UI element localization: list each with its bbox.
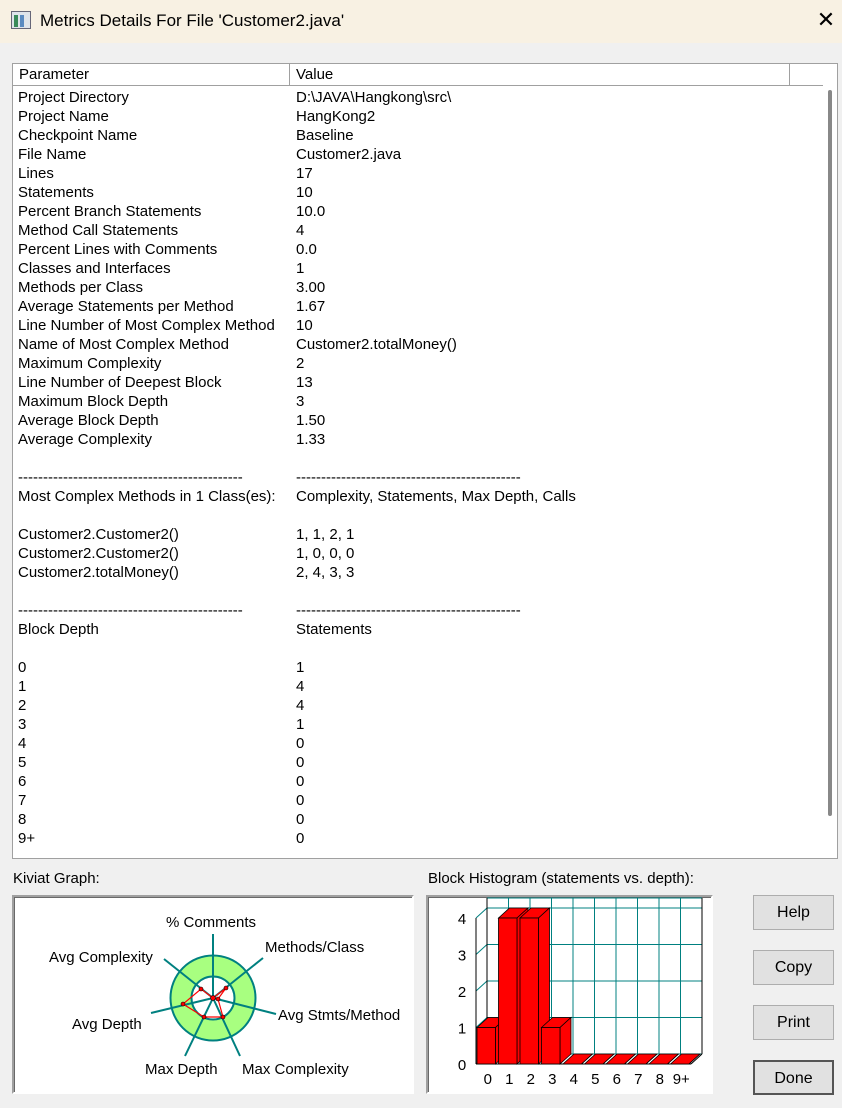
metrics-list[interactable] [12, 63, 838, 859]
copy-button[interactable]: Copy [753, 950, 834, 985]
value-cell: 0.0 [296, 241, 317, 258]
grid-line [476, 981, 487, 991]
parameter-cell: 8 [18, 811, 27, 828]
list-row[interactable] [13, 696, 813, 715]
scrollbar-thumb[interactable] [828, 90, 832, 816]
list-row[interactable] [13, 525, 813, 544]
value-cell: Customer2.totalMoney() [296, 336, 457, 353]
value-cell: 0 [296, 792, 305, 809]
axis-label-comments: % Comments [166, 914, 257, 931]
list-row[interactable] [13, 620, 813, 639]
axis-label-avg-stmts: Avg Stmts/Method [278, 1007, 401, 1024]
parameter-cell: Average Statements per Method [18, 298, 234, 315]
help-button[interactable]: Help [753, 895, 834, 930]
list-row[interactable] [13, 449, 813, 468]
parameter-cell: Method Call Statements [18, 222, 179, 239]
list-row[interactable] [13, 145, 813, 164]
value-cell: 4 [296, 697, 305, 714]
list-row[interactable] [13, 582, 813, 601]
parameter-cell: 6 [18, 773, 27, 790]
value-cell: --------------------------------------------- [296, 602, 521, 619]
bar [477, 1028, 496, 1065]
value-cell: D:\JAVA\Hangkong\src\ [296, 89, 452, 106]
parameter-cell: Checkpoint Name [18, 127, 138, 144]
parameter-cell: Classes and Interfaces [18, 260, 171, 277]
list-row[interactable] [13, 829, 813, 848]
x-tick-label: 5 [591, 1071, 600, 1088]
list-row[interactable] [13, 411, 813, 430]
parameter-cell: Project Name [18, 108, 109, 125]
list-row[interactable] [13, 506, 813, 525]
bar [499, 918, 518, 1064]
value-cell: Statements [296, 621, 372, 638]
parameter-cell: Block Depth [18, 621, 99, 638]
value-cell: 1 [296, 716, 305, 733]
column-header-parameter[interactable]: Parameter [13, 64, 290, 86]
y-tick-label: 0 [457, 1057, 467, 1074]
value-cell: 4 [296, 222, 305, 239]
axis-label-avg-complexity: Avg Complexity [49, 949, 153, 966]
value-cell: 10.0 [296, 203, 326, 220]
y-tick-label: 3 [457, 947, 467, 965]
value-cell: 1 [296, 260, 305, 277]
list-row[interactable] [13, 544, 813, 563]
list-row[interactable] [13, 316, 813, 335]
value-cell: 0 [296, 811, 305, 828]
list-row[interactable] [13, 791, 813, 810]
parameter-cell: Project Directory [18, 89, 129, 106]
value-cell: 4 [296, 678, 305, 695]
parameter-cell: Lines [18, 165, 54, 182]
x-tick-label: 9+ [672, 1071, 690, 1088]
list-row[interactable] [13, 107, 813, 126]
parameter-cell: Name of Most Complex Method [18, 336, 229, 353]
value-cell: --------------------------------------------- [296, 469, 521, 486]
parameter-cell: Most Complex Methods in 1 Class(es): [18, 488, 276, 505]
list-row[interactable] [13, 392, 813, 411]
parameter-cell: 0 [18, 659, 27, 676]
list-row[interactable] [13, 563, 813, 582]
list-row[interactable] [13, 88, 813, 107]
list-row[interactable] [13, 658, 813, 677]
value-cell: Baseline [296, 127, 354, 144]
parameter-cell: Average Block Depth [18, 412, 159, 429]
parameter-cell: 4 [18, 735, 27, 752]
value-cell: 13 [296, 374, 313, 391]
list-header [13, 64, 823, 86]
list-rows [13, 88, 813, 848]
parameter-cell: 5 [18, 754, 27, 771]
value-cell: 1, 1, 2, 1 [296, 526, 355, 543]
value-cell: 2, 4, 3, 3 [296, 564, 355, 581]
value-cell: 0 [296, 735, 305, 752]
app-icon [11, 11, 31, 29]
grid-line [476, 945, 487, 955]
value-cell: 0 [296, 773, 305, 790]
parameter-cell: Customer2.Customer2() [18, 545, 179, 562]
x-tick-label: 0 [483, 1071, 492, 1088]
list-row[interactable] [13, 734, 813, 753]
done-button[interactable]: Done [753, 1060, 834, 1095]
value-cell: 1.33 [296, 431, 326, 448]
bar [542, 1028, 561, 1065]
list-row[interactable] [13, 126, 813, 145]
y-tick-label: 4 [457, 911, 467, 928]
kiviat-graph [12, 895, 414, 1094]
column-header-value[interactable]: Value [290, 64, 790, 86]
parameter-cell: Maximum Block Depth [18, 393, 169, 410]
bar [520, 918, 539, 1064]
parameter-cell: Line Number of Most Complex Method [18, 317, 275, 334]
block-histogram [426, 895, 713, 1094]
value-cell: 17 [296, 165, 313, 182]
axis-label-avg-depth: Avg Depth [72, 1016, 142, 1033]
value-cell: 1, 0, 0, 0 [296, 545, 355, 562]
value-cell: 10 [296, 317, 313, 334]
list-row[interactable] [13, 259, 813, 278]
value-cell: 0 [296, 754, 305, 771]
list-row[interactable] [13, 354, 813, 373]
value-cell: Complexity, Statements, Max Depth, Calls [296, 488, 576, 505]
x-tick-label: 1 [505, 1071, 514, 1088]
value-cell: Customer2.java [296, 146, 402, 163]
kiviat-label: Kiviat Graph: [13, 870, 100, 887]
x-tick-label: 3 [548, 1071, 557, 1088]
x-tick-label: 7 [634, 1071, 643, 1088]
x-tick-label: 6 [612, 1071, 621, 1088]
histogram-label: Block Histogram (statements vs. depth): [428, 870, 694, 887]
title-bar [0, 0, 842, 43]
parameter-cell: --------------------------------------------- [18, 602, 243, 619]
parameter-cell: 3 [18, 716, 27, 733]
parameter-cell: Percent Branch Statements [18, 203, 202, 220]
x-tick-label: 8 [655, 1071, 664, 1088]
axis-label-methods-class: Methods/Class [265, 939, 365, 956]
value-cell: 2 [296, 355, 305, 372]
list-row[interactable] [13, 810, 813, 829]
print-button[interactable]: Print [753, 1005, 834, 1040]
list-row[interactable] [13, 487, 813, 506]
parameter-cell: Line Number of Deepest Block [18, 374, 222, 391]
list-row[interactable] [13, 202, 813, 221]
value-cell: 1.50 [296, 412, 326, 429]
parameter-cell: Maximum Complexity [18, 355, 162, 372]
value-cell: 1 [296, 659, 305, 676]
value-cell: HangKong2 [296, 108, 376, 125]
grid-line [476, 908, 487, 918]
value-cell: 3.00 [296, 279, 326, 296]
list-row[interactable] [13, 297, 813, 316]
list-row[interactable] [13, 373, 813, 392]
parameter-cell: 9+ [18, 830, 36, 847]
parameter-cell: Customer2.Customer2() [18, 526, 179, 543]
list-row[interactable] [13, 601, 813, 620]
list-row[interactable] [13, 240, 813, 259]
value-cell: 10 [296, 184, 313, 201]
value-cell: 3 [296, 393, 305, 410]
parameter-cell: Average Complexity [18, 431, 152, 448]
value-cell: 1.67 [296, 298, 326, 315]
list-row[interactable] [13, 715, 813, 734]
list-row[interactable] [13, 772, 813, 791]
y-tick-label: 2 [457, 984, 467, 1001]
x-tick-label: 2 [526, 1071, 535, 1088]
list-row[interactable] [13, 278, 813, 297]
list-row[interactable] [13, 430, 813, 449]
parameter-cell: Statements [18, 184, 94, 201]
list-row[interactable] [13, 164, 813, 183]
value-cell: 0 [296, 830, 305, 847]
parameter-cell: 2 [18, 697, 27, 714]
axis-label-max-depth: Max Depth [145, 1061, 218, 1078]
list-row[interactable] [13, 221, 813, 240]
x-tick-label: 4 [569, 1071, 578, 1088]
list-row[interactable] [13, 639, 813, 658]
list-row[interactable] [13, 183, 813, 202]
parameter-cell: 1 [18, 678, 27, 695]
parameter-cell: File Name [18, 146, 87, 163]
list-row[interactable] [13, 468, 813, 487]
parameter-cell: Customer2.totalMoney() [18, 564, 179, 581]
list-row[interactable] [13, 753, 813, 772]
parameter-cell: 7 [18, 792, 27, 809]
y-tick-label: 1 [457, 1020, 467, 1038]
list-row[interactable] [13, 677, 813, 696]
close-icon[interactable]: ✕ [816, 7, 836, 32]
parameter-cell: Methods per Class [18, 279, 144, 296]
axis-label-max-complexity: Max Complexity [242, 1061, 349, 1078]
parameter-cell: --------------------------------------------- [18, 469, 243, 486]
parameter-cell: Percent Lines with Comments [18, 241, 218, 258]
window-title: Metrics Details For File 'Customer2.java' [40, 11, 345, 30]
list-row[interactable] [13, 335, 813, 354]
